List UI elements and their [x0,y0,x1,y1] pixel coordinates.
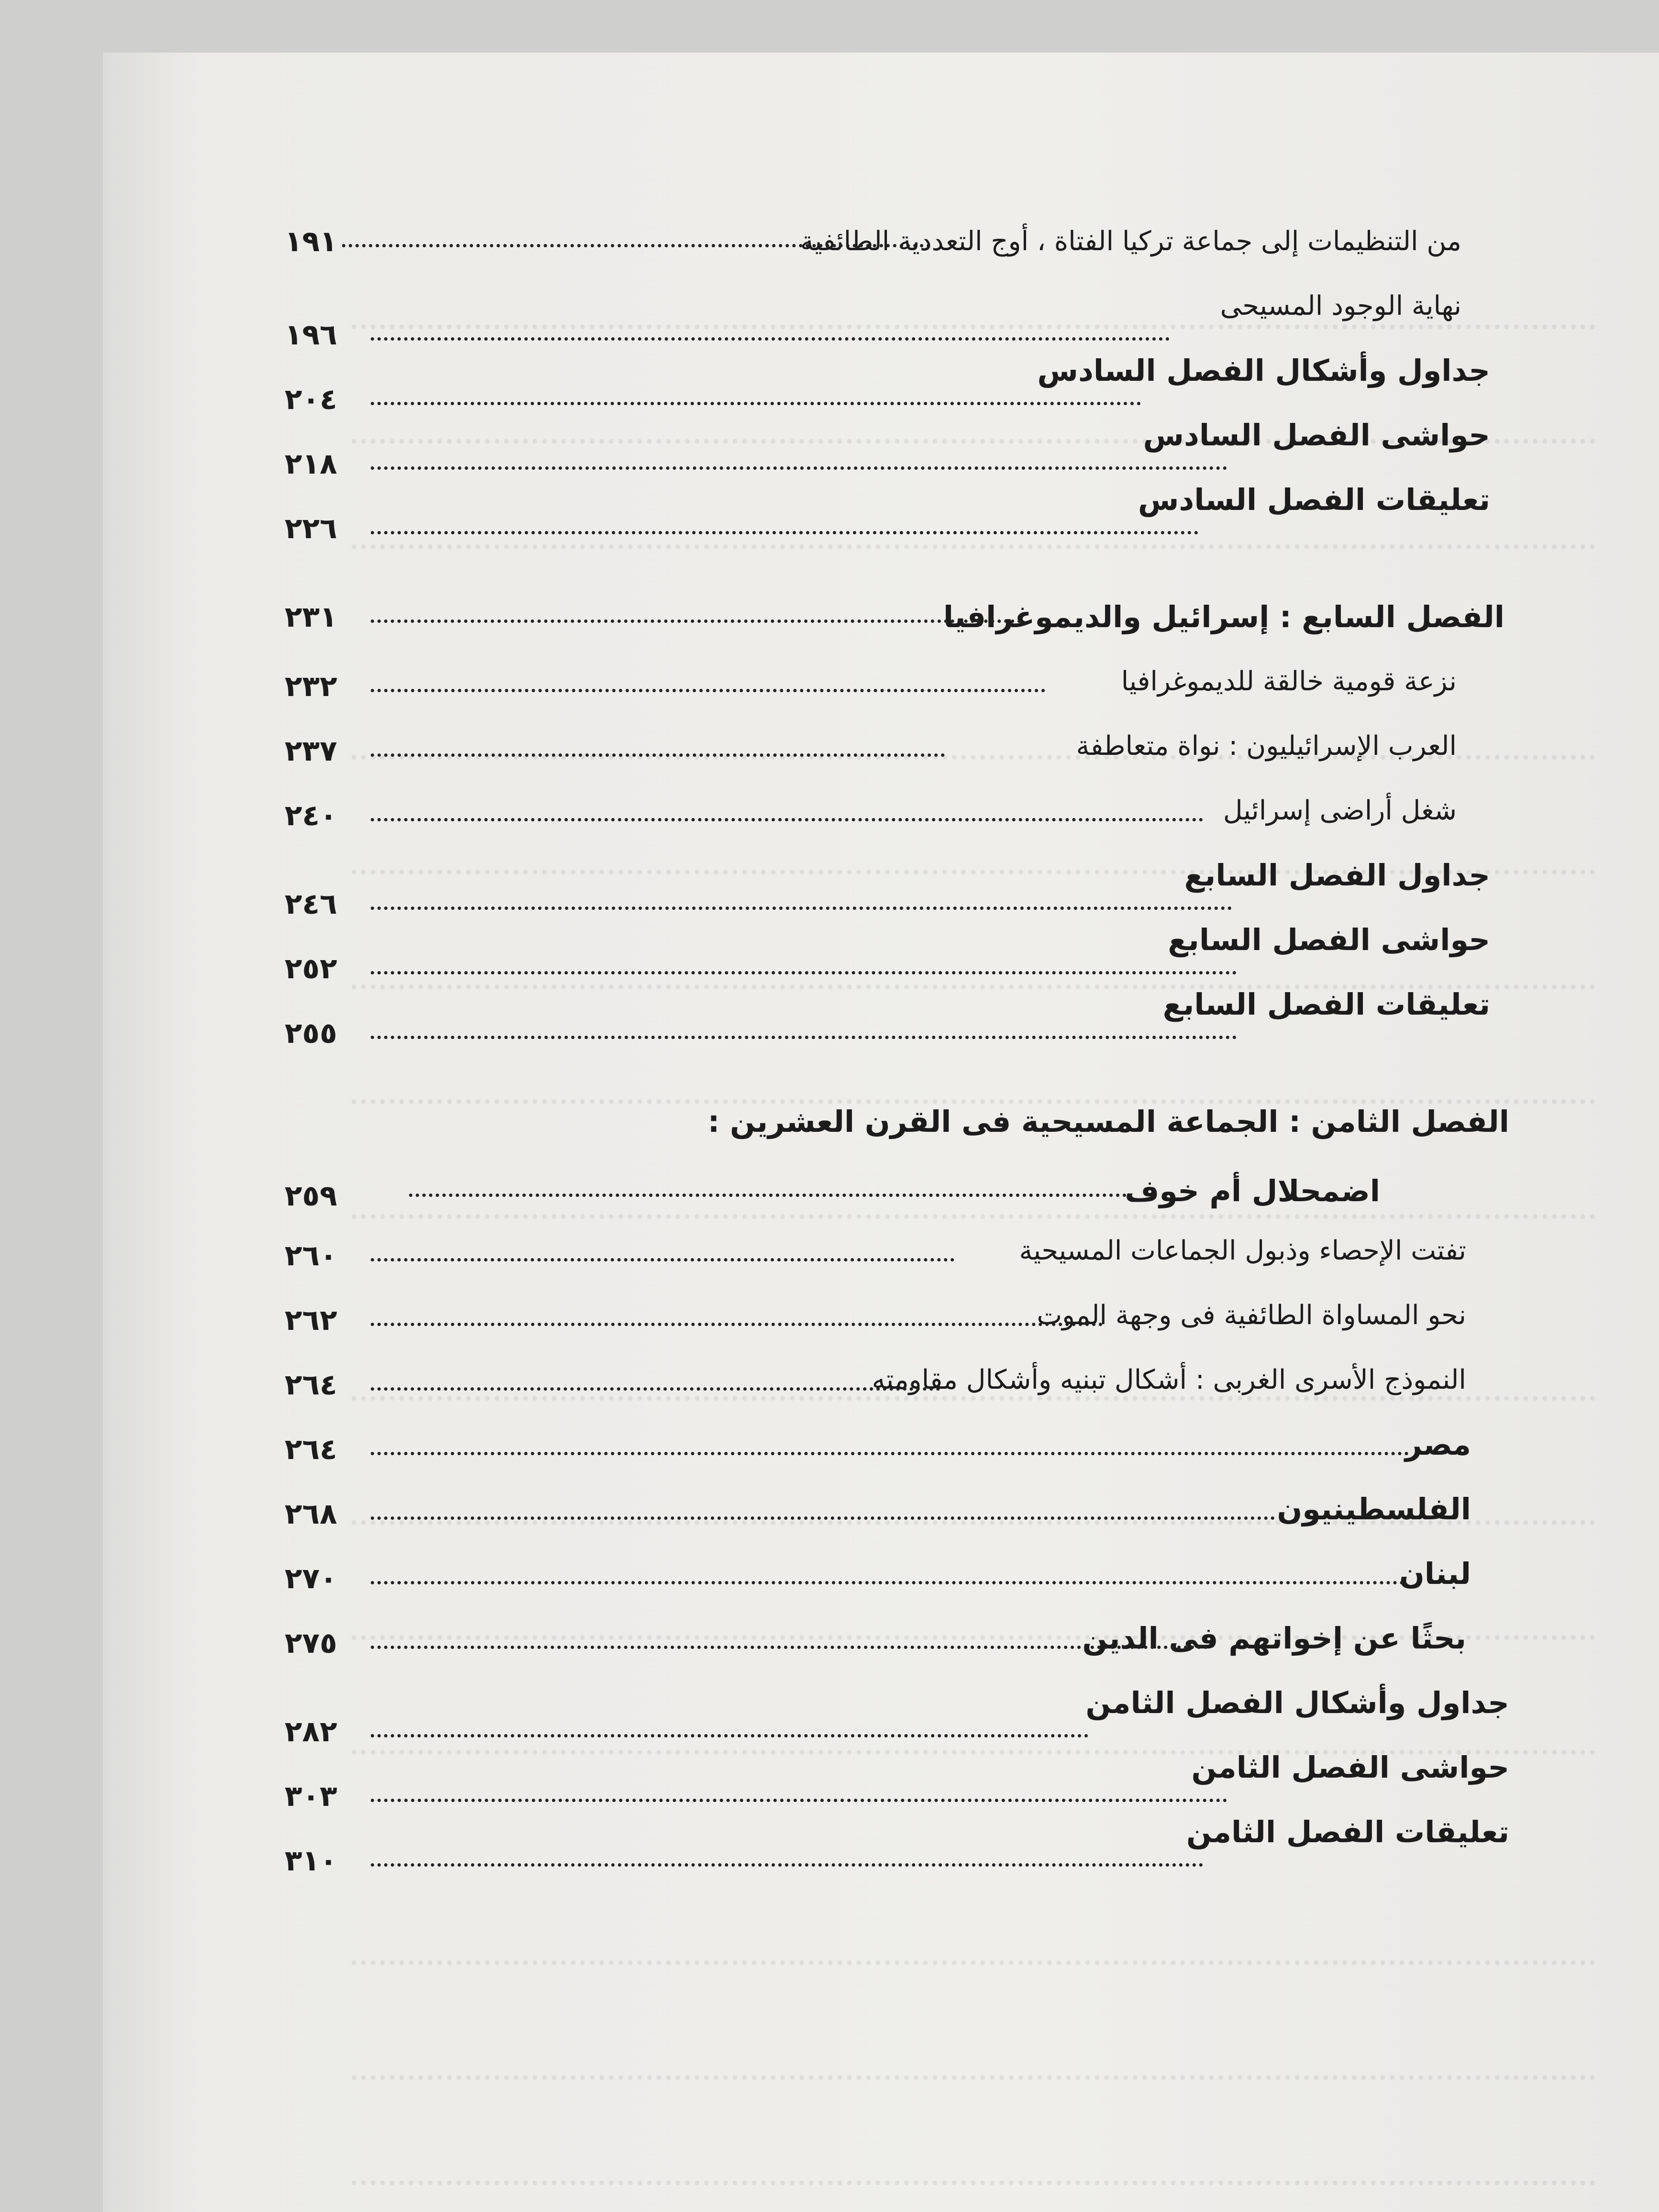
toc-page-number: ٢٥٩ [285,1179,337,1213]
toc-leader [371,619,1021,623]
toc-leader [342,244,930,247]
toc-leader [371,1036,1237,1039]
toc-entry [285,1428,1619,1493]
toc-page-number: ٢٧٠ [285,1562,337,1595]
toc-page-number: ٢٦٤ [285,1433,337,1466]
toc-entry-title: جداول وأشكال الفصل الثامن [1085,1685,1509,1720]
toc-entry [285,1751,1619,1815]
toc-page-number: ٢٤٠ [285,799,337,832]
toc-entry-title: النموذج الأسرى الغربى : أشكال تبنيه وأشكال مقاومته [872,1364,1466,1395]
toc-leader [371,1799,1227,1802]
toc-page-number: ٢٦٠ [285,1239,337,1272]
toc-entry-title: من التنظيمات إلى جماعة تركيا الفتاة ، أوج التعددية الطائفية [800,226,1461,257]
toc-entry [285,1493,1619,1557]
toc-page-number: ١٩١ [285,225,337,258]
toc-entry-title: شغل أراضى إسرائيل [1223,795,1457,826]
toc-page-number: ٢٣١ [285,600,337,634]
toc-entry-title: نحو المساواة الطائفية فى وجهة الموت [1037,1300,1466,1331]
toc-entry [285,1622,1619,1686]
toc-entry-title: حواشى الفصل السابع [1168,922,1490,957]
toc-entry-title: اضمحلال أم خوف [1125,1173,1380,1208]
toc-entry [285,923,1619,988]
toc-entry-title: تفتت الإحصاء وذبول الجماعات المسيحية [1019,1235,1466,1266]
toc-entry-title: تعليقات الفصل السادس [1138,482,1490,517]
toc-page-number: ٢٦٨ [285,1497,337,1531]
toc-leader [371,1863,1203,1867]
toc-page-number: ٢٢٦ [285,512,337,545]
toc-entry-title: جداول الفصل السابع [1184,858,1490,893]
toc-entry [285,794,1619,859]
toc-entry-title: الفصل السابع : إسرائيل والديموغرافيا [943,599,1504,634]
toc-entry [285,1299,1619,1363]
toc-page-number: ٢٤٦ [285,887,337,921]
toc-entry [285,419,1619,483]
toc-leader [371,1646,1208,1649]
toc-leader [371,753,945,757]
toc-entry-title: الفلسطينيون [1277,1492,1471,1526]
toc-page-number: ٢٧٥ [285,1626,337,1660]
toc-entry-chapter [285,1105,1619,1170]
toc-page-number: ١٩٦ [285,318,337,352]
toc-leader [371,1516,1275,1520]
toc-entry [285,1686,1619,1751]
toc-entry [285,1815,1619,1880]
toc-entry-title: بحثًا عن إخواتهم فى الدين [1082,1621,1466,1656]
toc-leader [371,1387,940,1391]
toc-leader [371,1258,954,1261]
toc-page-number: ٢٦٢ [285,1304,337,1337]
toc-leader [371,1323,1103,1326]
toc-entry-title: العرب الإسرائيليون : نواة متعاطفة [1076,730,1457,762]
toc-entry-title: مصر [1405,1427,1471,1462]
toc-leader [371,402,1141,405]
book-page [103,53,1659,2212]
toc-leader [409,1194,1127,1197]
toc-leader [371,466,1227,470]
toc-entry-title: الفصل الثامن : الجماعة المسيحية فى القرن العشرين : [708,1104,1509,1139]
toc-entry-title: نزعة قومية خالقة للديموغرافيا [1121,666,1457,697]
toc-entry-title: نهاية الوجود المسيحى [1220,290,1461,321]
toc-page-number: ٢٨٢ [285,1715,337,1748]
toc-entry [285,730,1619,794]
toc-page-number: ٢٠٤ [285,383,337,416]
toc-entry [285,1363,1619,1428]
toc-entry [285,354,1619,419]
toc-leader [371,818,1203,821]
toc-page-number: ٢١٨ [285,447,337,481]
toc-entry [285,859,1619,923]
toc-page-number: ٢٦٤ [285,1368,337,1402]
toc-leader [371,1452,1409,1455]
toc-page-number: ٢٣٢ [285,670,337,703]
toc-entry [285,225,1619,289]
toc-entry [285,665,1619,730]
toc-entry-title: حواشى الفصل الثامن [1191,1750,1509,1785]
toc-entry [285,1234,1619,1299]
toc-leader [371,1581,1404,1584]
toc-entry-title: جداول وأشكال الفصل السادس [1037,353,1490,388]
toc-leader [371,689,1045,692]
toc-entry [285,1170,1619,1234]
toc-leader [371,907,1232,910]
toc-entry [285,483,1619,548]
toc-page-number: ٢٥٢ [285,952,337,985]
toc-entry-title: لبنان [1399,1556,1471,1591]
toc-leader [371,337,1170,341]
toc-page-number: ٢٣٧ [285,734,337,768]
toc-leader [371,971,1237,974]
toc-page-number: ٣١٠ [285,1844,337,1878]
toc-entry-chapter [285,600,1619,665]
toc-entry [285,1557,1619,1622]
toc-page-number: ٣٠٣ [285,1780,337,1813]
toc-entry-title: حواشى الفصل السادس [1143,418,1490,453]
toc-entry [285,289,1619,354]
toc-entry-title: تعليقات الفصل الثامن [1186,1814,1509,1849]
toc-entry [285,988,1619,1052]
toc-leader [371,1734,1088,1737]
toc-page-number: ٢٥٥ [285,1017,337,1050]
toc-entry-title: تعليقات الفصل السابع [1162,987,1490,1022]
toc-leader [371,531,1198,534]
table-of-contents [285,225,1619,1880]
